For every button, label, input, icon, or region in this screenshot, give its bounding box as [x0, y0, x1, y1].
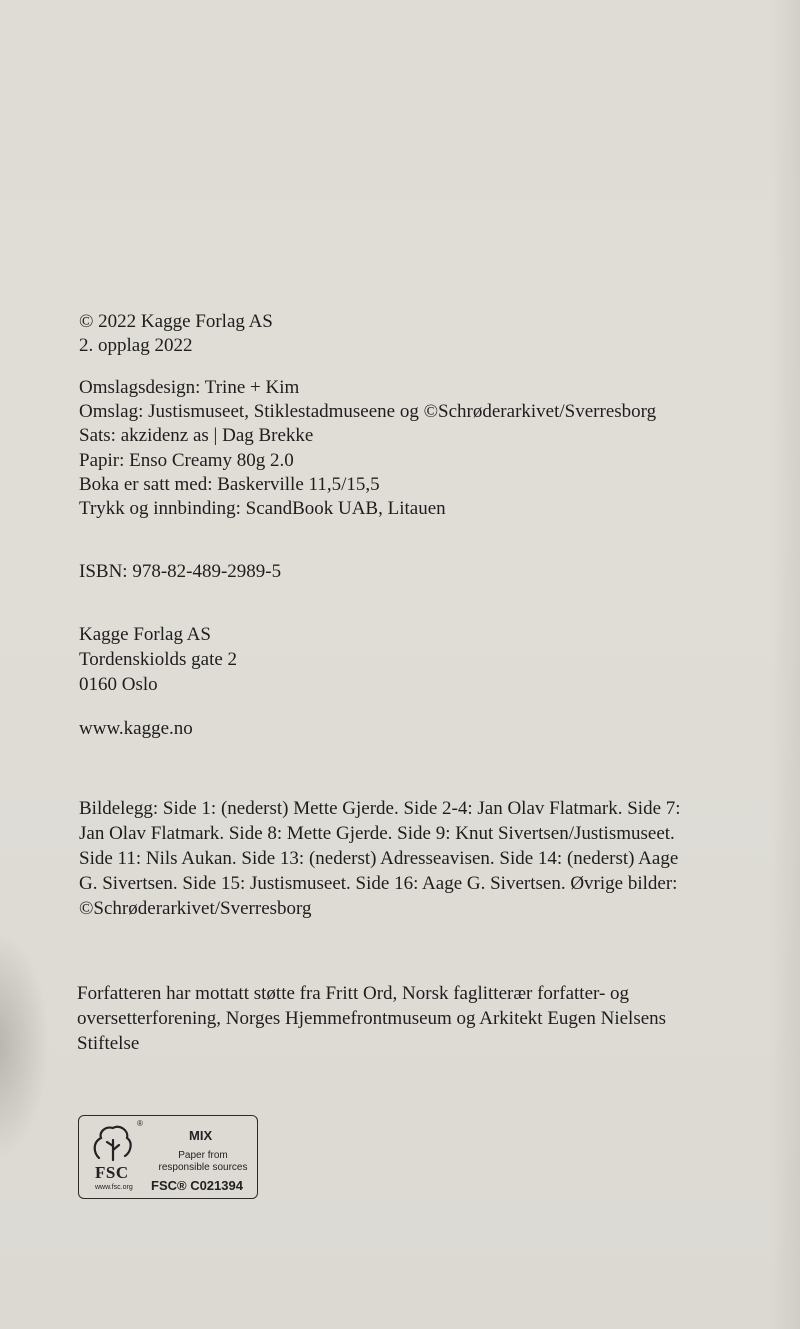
support-line-2: oversetterforening, Norges Hjemmefrontmuseum og Arkitekt Eugen Nielsens: [77, 1008, 667, 1029]
fsc-name: FSC: [95, 1163, 129, 1182]
website-link: www.kagge.no: [79, 718, 193, 739]
address-street: Tordenskiolds gate 2: [79, 649, 238, 670]
credit-cover-design: Omslagsdesign: Trine + Kim: [79, 377, 300, 398]
support-line-1: Forfatteren har mottatt støtte fra Fritt Ord, Norsk faglitterær forfatter- og: [77, 983, 630, 1004]
fsc-registered-mark: ®: [137, 1119, 143, 1128]
address-publisher: Kagge Forlag AS: [79, 624, 211, 645]
credit-paper: Papir: Enso Creamy 80g 2.0: [79, 450, 294, 471]
image-credits-line-5: ©Schrøderarkivet/Sverresborg: [79, 898, 312, 919]
fsc-tree-icon: [89, 1122, 137, 1162]
credit-typesetting: Sats: akzidenz as | Dag Brekke: [79, 425, 314, 446]
credit-typeface: Boka er satt med: Baskerville 11,5/15,5: [79, 474, 380, 495]
isbn: ISBN: 978-82-489-2989-5: [79, 561, 282, 582]
fsc-description: [151, 1150, 255, 1174]
image-credits-line-1: Bildelegg: Side 1: (nederst) Mette Gjerde. Side 2-4: Jan Olav Flatmark. Side 7:: [79, 798, 681, 819]
fsc-logo: [78, 1115, 258, 1199]
edition-line: 2. opplag 2022: [79, 335, 193, 356]
credit-printing: Trykk og innbinding: ScandBook UAB, Litauen: [79, 498, 446, 519]
image-credits-line-4: G. Sivertsen. Side 15: Justismuseet. Side 16: Aage G. Sivertsen. Øvrige bilder:: [79, 873, 678, 894]
fsc-mix-label: MIX: [189, 1128, 213, 1143]
page-shadow: [0, 930, 50, 1160]
image-credits-line-2: Jan Olav Flatmark. Side 8: Mette Gjerde. Side 9: Knut Sivertsen/Justismuseet.: [79, 823, 675, 844]
support-line-3: Stiftelse: [77, 1033, 140, 1054]
image-credits-line-3: Side 11: Nils Aukan. Side 13: (nederst) Adresseavisen. Side 14: (nederst) Aage: [79, 848, 679, 869]
credit-cover: Omslag: Justismuseet, Stiklestadmuseene og ©Schrøderarkivet/Sverresborg: [79, 401, 657, 422]
copyright-line: © 2022 Kagge Forlag AS: [79, 311, 273, 332]
fsc-url: www.fsc.org: [95, 1184, 133, 1191]
fsc-description-line-1: Paper from: [178, 1150, 228, 1161]
page-edge: [770, 0, 800, 1329]
address-city: 0160 Oslo: [79, 674, 158, 695]
fsc-license-code: FSC® C021394: [151, 1178, 243, 1193]
fsc-description-line-2: responsible sources: [158, 1162, 248, 1173]
